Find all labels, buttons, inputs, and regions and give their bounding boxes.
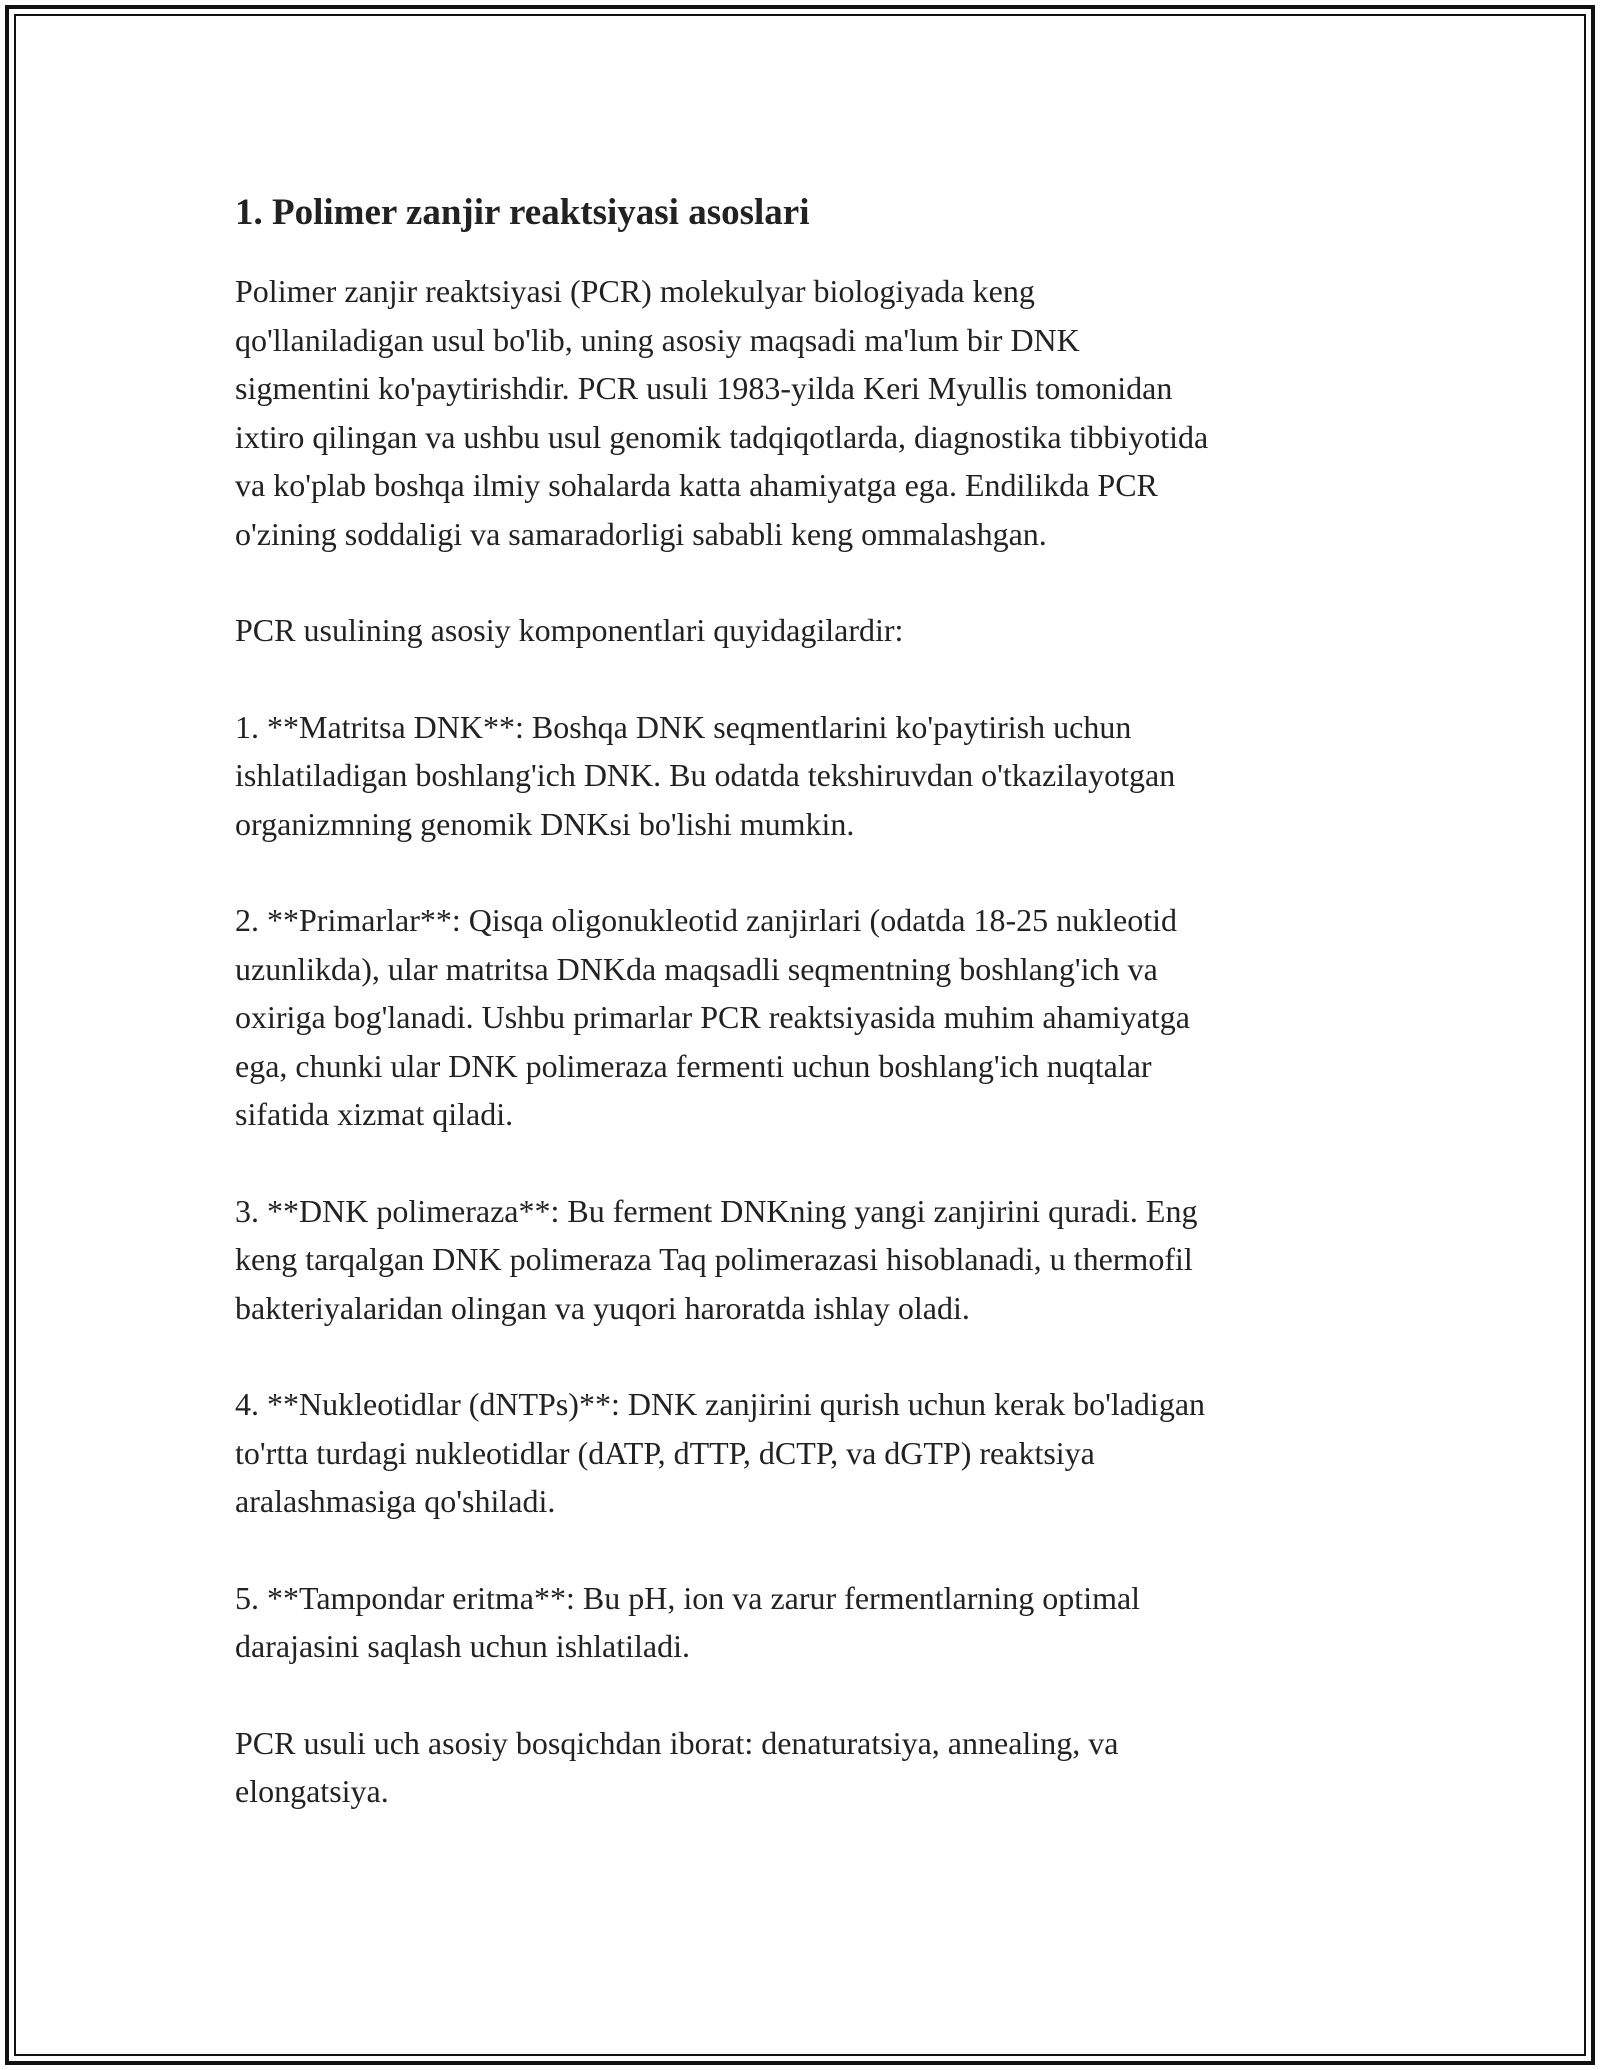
list-item-primers: 2. **Primarlar**: Qisqa oligonukleotid zanjirlari (odatda 18-25 nukleotid uzunlikda), ular matritsa DNKda maqsadli seqmentning boshlang'ich va oxiriga bog'lanadi. Ushbu primarlar PCR reaktsiyasida muhim ahamiyatga ega, chunki ular DNK polimeraza fermenti uchun boshlang'ich nuqtalar sifatida xizmat qiladi. <box>235 902 1190 1132</box>
intro-paragraph: Polimer zanjir reaktsiyasi (PCR) molekulyar biologiyada keng qo'llaniladigan usul bo'lib, uning asosiy maqsadi ma'lum bir DNK sigmentini ko'paytirishdir. PCR usuli 1983-yilda Keri Myullis tomonidan ixtiro qilingan va ushbu usul genomik tadqiqotlarda, diagnostika tibbiyotida va ko'plab boshqa ilmiy sohalarda katta ahamiyatga ega. Endilikda PCR o'zining soddaligi va samaradorligi sababli keng ommalashgan. <box>235 273 1209 552</box>
list-item-nucleotides: 4. **Nukleotidlar (dNTPs)**: DNK zanjirini qurish uchun kerak bo'ladigan to'rtta turdagi nukleotidlar (dATP, dTTP, dCTP, va dGTP) reaktsiya aralashmasiga qo'shiladi. <box>235 1386 1206 1519</box>
list-item-buffer-solution: 5. **Tampondar eritma**: Bu pH, ion va zarur fermentlarning optimal darajasini saqlash uchun ishlatiladi. <box>235 1579 1141 1664</box>
stages-paragraph: PCR usuli uch asosiy bosqichdan iborat: denaturatsiya, annealing, va elongatsiya. <box>235 1724 1119 1809</box>
components-intro: PCR usulining asosiy komponentlari quyidagilardir: <box>235 612 904 648</box>
document-body <box>235 185 1370 1864</box>
document-title: 1. Polimer zanjir reaktsiyasi asoslari <box>235 192 810 233</box>
list-item-template-dna: 1. **Matritsa DNK**: Boshqa DNK seqmentlarini ko'paytirish uchun ishlatiladigan boshlang'ich DNK. Bu odatda tekshiruvdan o'tkazilayotgan organizmning genomik DNKsi bo'lishi mumkin. <box>235 708 1176 842</box>
list-item-dna-polymerase: 3. **DNK polimeraza**: Bu ferment DNKning yangi zanjirini quradi. Eng keng tarqalgan DNK polimeraza Taq polimerazasi hisoblanadi, u thermofil bakteriyalaridan olingan va yuqori haroratda ishlay oladi. <box>235 1192 1198 1326</box>
